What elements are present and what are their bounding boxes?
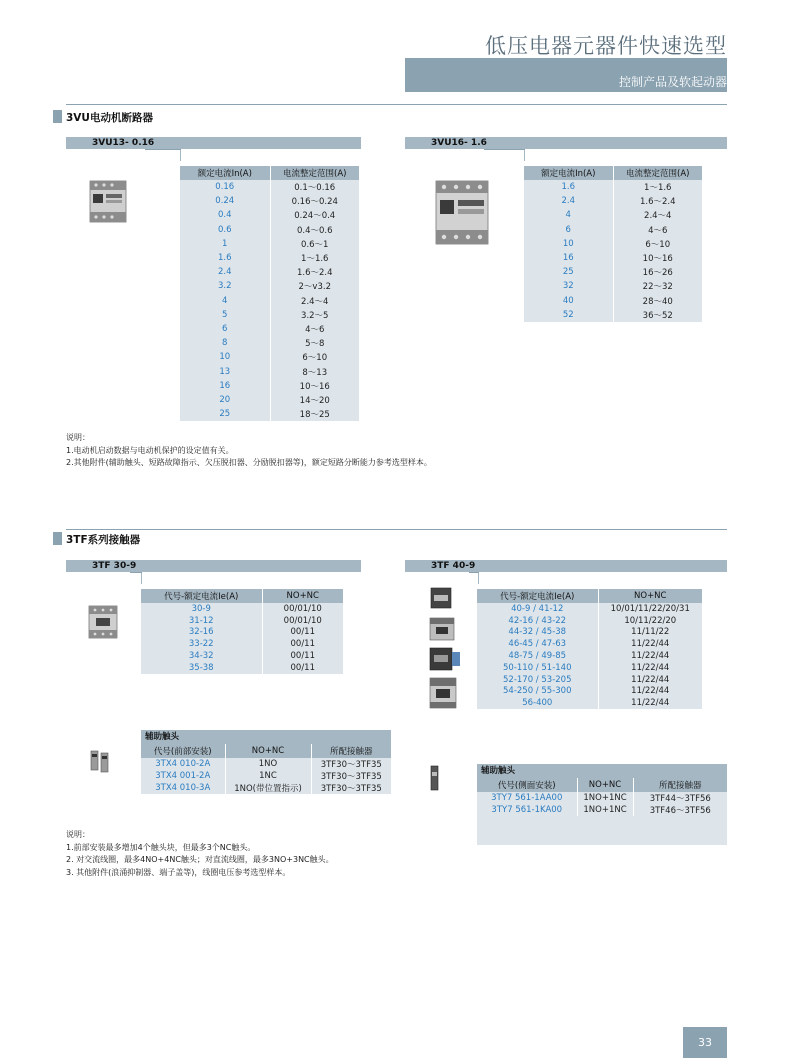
table-row xyxy=(524,208,702,222)
table-cell: 46-45 / 47-63 xyxy=(477,638,598,650)
table-3tf30 xyxy=(141,589,343,674)
table-cell: 3TY7 561-1KA00 xyxy=(477,804,577,816)
page-number: 33 xyxy=(698,1036,712,1049)
col-header: 所配接触器 xyxy=(311,744,391,758)
table-3vu13 xyxy=(180,166,359,421)
table-row xyxy=(180,223,359,237)
col-header: NO+NC xyxy=(577,778,633,792)
notes-title: 说明： xyxy=(66,433,90,442)
table-cell: 5～8 xyxy=(270,336,359,350)
model-label-3tf40: 3TF 40-9 xyxy=(431,561,476,571)
table-row xyxy=(524,294,702,308)
contactor-medium-icon xyxy=(428,616,458,642)
table-row xyxy=(524,279,702,293)
note-item: 1.电动机启动数据与电动机保护的设定值有关。 xyxy=(66,445,234,455)
table-row xyxy=(141,603,343,615)
table-cell: 56-400 xyxy=(477,697,598,709)
table-cell: 10 xyxy=(180,350,270,364)
table-3vu16 xyxy=(524,166,702,322)
table-cell: 33-22 xyxy=(141,638,262,650)
table-cell: 11/22/44 xyxy=(598,686,702,698)
table-cell: 4～6 xyxy=(613,223,702,237)
table-row xyxy=(477,615,702,627)
motor-circuit-breaker-large-icon xyxy=(434,178,492,248)
table-cell: 13 xyxy=(180,364,270,378)
table-cell: 00/11 xyxy=(262,650,343,662)
table-cell: 3TF30～3TF35 xyxy=(311,758,391,770)
col-header: 代号(侧面安装) xyxy=(477,778,577,792)
table-cell: 0.1～0.16 xyxy=(270,180,359,194)
table-cell: 00/11 xyxy=(262,662,343,674)
table-row xyxy=(524,237,702,251)
table-cell: 3TF30～3TF35 xyxy=(311,782,391,794)
table-cell: 10～16 xyxy=(270,379,359,393)
table-row xyxy=(477,650,702,662)
table-row xyxy=(180,336,359,350)
table-cell: 34-32 xyxy=(141,650,262,662)
col-header: 额定电流In(A) xyxy=(524,166,613,180)
model-tick xyxy=(141,572,142,584)
table-row xyxy=(477,627,702,639)
table-row xyxy=(180,180,359,194)
table-cell: 00/01/10 xyxy=(262,603,343,615)
table-cell: 6 xyxy=(524,223,613,237)
contactor-small-icon xyxy=(429,586,453,610)
page-subtitle: 控制产品及软起动器 xyxy=(618,75,727,89)
aux-table-3tx4 xyxy=(141,744,391,794)
aux-title: 辅助触头 xyxy=(477,764,727,778)
table-cell: 40 xyxy=(524,294,613,308)
table-cell: 0.4 xyxy=(180,208,270,222)
aux-table-front xyxy=(141,730,391,794)
table-row xyxy=(141,782,391,794)
table-cell: 2.4～4 xyxy=(613,208,702,222)
side-auxiliary-contact-icon xyxy=(429,764,441,792)
table-cell: 1.6 xyxy=(524,180,613,194)
table-row xyxy=(180,322,359,336)
note-item: 2. 对交流线圈，最多4NO+4NC触头；对直流线圈，最多3NO+3NC触头。 xyxy=(66,855,334,864)
table-cell: 1～1.6 xyxy=(270,251,359,265)
table-row xyxy=(477,638,702,650)
table-cell: 1.6～2.4 xyxy=(613,194,702,208)
section-marker xyxy=(53,110,62,123)
table-cell: 1NO+1NC xyxy=(577,804,633,816)
table-row xyxy=(141,770,391,782)
table-row xyxy=(180,393,359,407)
table-row xyxy=(141,638,343,650)
table-row xyxy=(180,194,359,208)
table-cell: 28～40 xyxy=(613,294,702,308)
page-title: 低压电器元器件快速选型 xyxy=(485,34,727,58)
table-cell: 35-38 xyxy=(141,662,262,674)
table-cell: 11/22/44 xyxy=(598,674,702,686)
table-cell: 18～25 xyxy=(270,407,359,421)
table-cell: 25 xyxy=(180,407,270,421)
table-cell: 36～52 xyxy=(613,308,702,322)
table-cell: 3TX4 010-2A xyxy=(141,758,225,770)
col-header: NO+NC xyxy=(262,589,343,603)
table-row xyxy=(524,194,702,208)
table-cell: 11/22/44 xyxy=(598,650,702,662)
table-cell: 11/22/44 xyxy=(598,662,702,674)
table-row xyxy=(180,407,359,421)
notes-3vu xyxy=(66,432,432,470)
note-item: 2.其他附件(辅助触头、短路故障指示、欠压脱扣器、分励脱扣器等)，额定短路分断能力参考选型样本。 xyxy=(66,458,432,467)
table-cell: 44-32 / 45-38 xyxy=(477,627,598,639)
note-item: 1.前部安装最多增加4个触头块，但最多3个NC触头。 xyxy=(66,842,256,852)
table-cell: 1NO+1NC xyxy=(577,792,633,804)
table-row xyxy=(180,237,359,251)
table-cell: 8～13 xyxy=(270,364,359,378)
model-underline xyxy=(130,572,142,573)
model-tick xyxy=(180,149,181,161)
table-cell: 48-75 / 49-85 xyxy=(477,650,598,662)
table-cell: 10～16 xyxy=(613,251,702,265)
table-cell: 30-9 xyxy=(141,603,262,615)
col-header: NO+NC xyxy=(225,744,311,758)
aux-table-side xyxy=(477,764,727,845)
table-cell: 32 xyxy=(524,279,613,293)
table-cell: 25 xyxy=(524,265,613,279)
table-row xyxy=(180,294,359,308)
table-cell: 4 xyxy=(180,294,270,308)
table-cell: 1NC xyxy=(225,770,311,782)
contactor-xlarge-icon xyxy=(428,676,458,710)
table-cell: 54-250 / 55-300 xyxy=(477,686,598,698)
table-row xyxy=(141,650,343,662)
table-row xyxy=(524,308,702,322)
table-cell: 40-9 / 41-12 xyxy=(477,603,598,615)
header-rule xyxy=(66,104,727,105)
model-label-3tf30: 3TF 30-9 xyxy=(92,561,137,571)
model-tick xyxy=(478,572,479,584)
table-row xyxy=(141,662,343,674)
table-cell: 8 xyxy=(180,336,270,350)
table-cell: 4～6 xyxy=(270,322,359,336)
table-row xyxy=(524,265,702,279)
table-cell: 3TX4 001-2A xyxy=(141,770,225,782)
table-cell: 1.6～2.4 xyxy=(270,265,359,279)
table-row xyxy=(180,251,359,265)
section-rule xyxy=(66,529,727,530)
table-cell: 10/11/22/20 xyxy=(598,615,702,627)
section-title-3tf: 3TF系列接触器 xyxy=(66,534,141,546)
table-cell: 1NO xyxy=(225,758,311,770)
table-row xyxy=(141,627,343,639)
model-label-3vu13: 3VU13- 0.16 xyxy=(92,138,155,148)
table-cell: 6～10 xyxy=(270,350,359,364)
table-row xyxy=(477,603,702,615)
col-header: 代号-额定电流Ie(A) xyxy=(477,589,598,603)
table-row xyxy=(477,804,727,816)
table-row xyxy=(180,379,359,393)
table-cell: 1.6 xyxy=(180,251,270,265)
col-header: 电流整定范围(A) xyxy=(270,166,359,180)
table-cell: 00/01/10 xyxy=(262,615,343,627)
table-cell: 00/11 xyxy=(262,627,343,639)
table-cell: 22～32 xyxy=(613,279,702,293)
table-row xyxy=(524,223,702,237)
table-cell: 10/01/11/22/20/31 xyxy=(598,603,702,615)
section-marker xyxy=(53,532,62,545)
table-cell: 2.4～4 xyxy=(270,294,359,308)
aux-title: 辅助触头 xyxy=(141,730,391,744)
note-item: 3. 其他附件(浪涌抑制器、端子盖等)，线圈电压参考选型样本。 xyxy=(66,867,291,877)
col-header: 额定电流In(A) xyxy=(180,166,270,180)
table-cell: 6 xyxy=(180,322,270,336)
table-row xyxy=(180,364,359,378)
table-cell: 16 xyxy=(180,379,270,393)
table-cell: 52-170 / 53-205 xyxy=(477,674,598,686)
table-cell: 3TF44～3TF56 xyxy=(633,792,727,804)
table-3tf40 xyxy=(477,589,702,709)
table-cell: 1NO(带位置指示) xyxy=(225,782,311,794)
table-cell: 20 xyxy=(180,393,270,407)
table-row xyxy=(524,251,702,265)
table-cell: 0.4～0.6 xyxy=(270,223,359,237)
contactor-large-icon xyxy=(428,646,462,672)
table-cell: 3.2 xyxy=(180,279,270,293)
notes-title: 说明： xyxy=(66,830,90,839)
table-row xyxy=(180,208,359,222)
col-header: 所配接触器 xyxy=(633,778,727,792)
table-cell: 3.2～5 xyxy=(270,308,359,322)
table-cell: 16 xyxy=(524,251,613,265)
model-underline xyxy=(145,149,181,150)
table-cell: 3TX4 010-3A xyxy=(141,782,225,794)
table-row xyxy=(141,615,343,627)
table-row xyxy=(524,180,702,194)
col-header: 电流整定范围(A) xyxy=(613,166,702,180)
col-header: NO+NC xyxy=(598,589,702,603)
table-cell: 11/22/44 xyxy=(598,697,702,709)
table-cell: 5 xyxy=(180,308,270,322)
section-title-3vu: 3VU电动机断路器 xyxy=(66,112,153,124)
table-cell: 11/22/44 xyxy=(598,638,702,650)
notes-3tf xyxy=(66,829,334,879)
col-header: 代号-额定电流Ie(A) xyxy=(141,589,262,603)
table-row xyxy=(180,308,359,322)
table-row xyxy=(477,686,702,698)
table-cell: 0.24 xyxy=(180,194,270,208)
table-row xyxy=(477,697,702,709)
table-row xyxy=(180,265,359,279)
table-cell: 1 xyxy=(180,237,270,251)
table-cell: 00/11 xyxy=(262,638,343,650)
table-cell: 4 xyxy=(524,208,613,222)
table-cell: 0.6～1 xyxy=(270,237,359,251)
table-cell: 0.16 xyxy=(180,180,270,194)
table-cell: 31-12 xyxy=(141,615,262,627)
table-cell: 6～10 xyxy=(613,237,702,251)
table-cell: 50-110 / 51-140 xyxy=(477,662,598,674)
col-header: 代号(前部安装) xyxy=(141,744,225,758)
table-cell: 32-16 xyxy=(141,627,262,639)
table-cell: 0.24～0.4 xyxy=(270,208,359,222)
table-row xyxy=(141,758,391,770)
model-tick xyxy=(524,149,525,161)
motor-circuit-breaker-icon xyxy=(88,178,130,226)
table-cell: 3TY7 561-1AA00 xyxy=(477,792,577,804)
table-row xyxy=(180,350,359,364)
auxiliary-contact-icon xyxy=(90,748,112,774)
table-cell: 1～1.6 xyxy=(613,180,702,194)
table-cell: 52 xyxy=(524,308,613,322)
table-cell: 2～v3.2 xyxy=(270,279,359,293)
table-row xyxy=(477,792,727,804)
aux-table-3ty7 xyxy=(477,778,727,816)
table-cell: 16～26 xyxy=(613,265,702,279)
table-row xyxy=(477,662,702,674)
table-cell: 42-16 / 43-22 xyxy=(477,615,598,627)
table-row xyxy=(180,279,359,293)
table-cell: 11/11/22 xyxy=(598,627,702,639)
table-row xyxy=(477,674,702,686)
table-cell: 10 xyxy=(524,237,613,251)
table-cell: 3TF30～3TF35 xyxy=(311,770,391,782)
table-cell: 0.16～0.24 xyxy=(270,194,359,208)
table-cell: 14～20 xyxy=(270,393,359,407)
table-cell: 0.6 xyxy=(180,223,270,237)
model-underline xyxy=(484,149,525,150)
table-cell: 3TF46～3TF56 xyxy=(633,804,727,816)
model-label-3vu16: 3VU16- 1.6 xyxy=(431,138,487,148)
contactor-icon xyxy=(88,604,120,640)
table-cell: 2.4 xyxy=(180,265,270,279)
table-cell: 2.4 xyxy=(524,194,613,208)
model-underline xyxy=(469,572,479,573)
